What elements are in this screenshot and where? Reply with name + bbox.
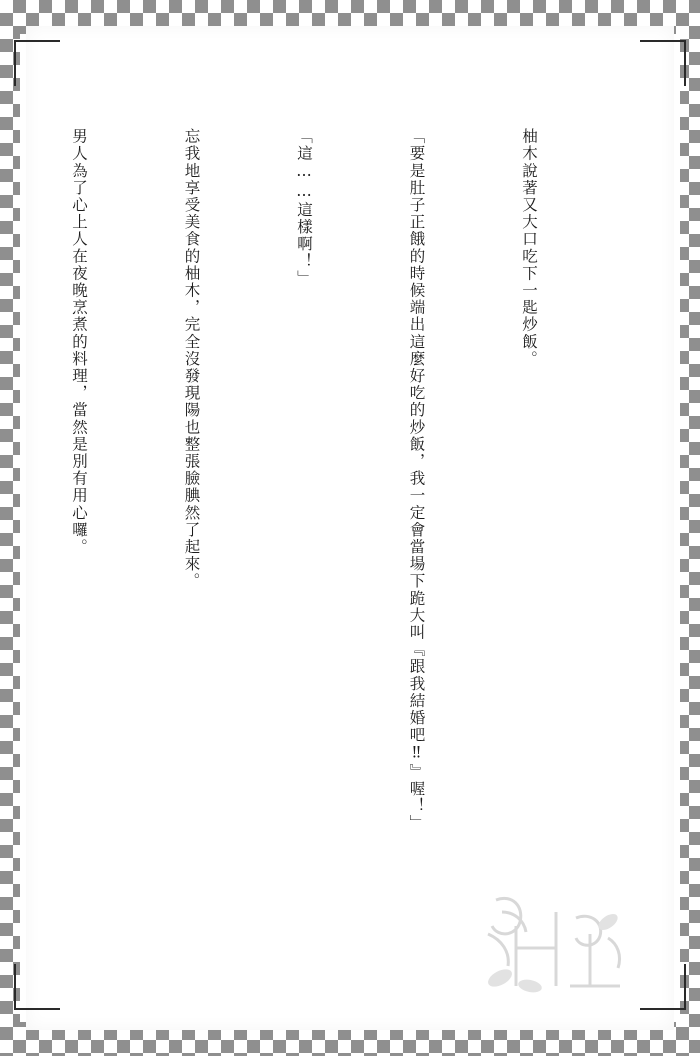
corner-mark-top-right <box>640 40 686 86</box>
corner-mark-bottom-left <box>14 964 60 1010</box>
paragraph: 「這……這樣啊！」 <box>295 128 313 287</box>
paragraph: 「要是肚子正餓的時候端出這麼好吃的炒飯，我一定會當場下跪大叫『跟我結婚吧‼』喔！」 <box>407 128 426 832</box>
paragraph: 男人為了心上人在夜晚烹煮的料理，當然是別有用心囉。 <box>70 128 88 556</box>
paragraph: 忘我地享受美食的柚木，完全沒發現陽也整張臉腆然了起來。 <box>182 128 201 590</box>
vertical-text-body <box>0 128 622 840</box>
corner-mark-top-left <box>14 40 60 86</box>
paragraph: 柚木說著又大口吃下一匙炒飯。 <box>520 128 538 368</box>
corner-mark-bottom-right <box>640 964 686 1010</box>
